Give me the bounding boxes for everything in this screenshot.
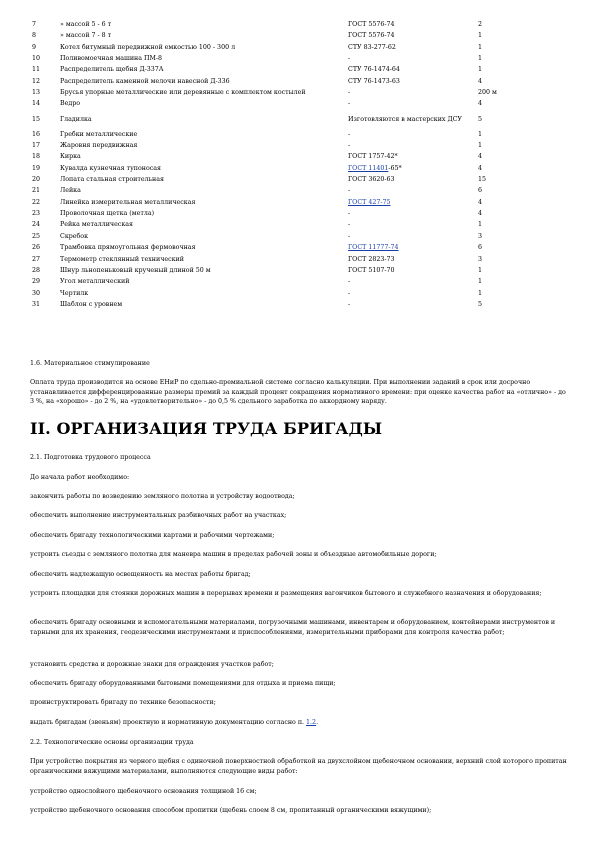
table-row bbox=[30, 42, 518, 53]
prep-item: устроить съезды с земляного полотна для маневра машин в пределах рабочей зоны и объездные автомобильные дороги; bbox=[30, 551, 437, 558]
row-standard: - bbox=[348, 289, 351, 297]
standard-link[interactable]: ГОСТ 427-75 bbox=[348, 198, 391, 206]
table-row bbox=[30, 53, 518, 64]
row-quantity: 200 м bbox=[478, 89, 497, 97]
row-name: Распределитель щебня Д-337А bbox=[60, 66, 164, 74]
row-name: Шнур льнопеньковый крученый длиной 50 м bbox=[60, 266, 211, 274]
row-quantity: 4 bbox=[478, 198, 483, 206]
section-1-6-text: Оплата труда производится на основе ЕНиР по сдельно-премиальной системе согласно калькуляции. При выполнении заданий в срок или досрочно устанавливается дифференцированные размеры премий за каждый процент сокращения нормативного времени: при оценке качества работ на «отлично» - до 3 %, на «хорошо» - до 2 %, на «удовлетворительно» - до 0,5 % сдельного заработка по аккордному наряду. bbox=[30, 379, 566, 405]
row-standard: ГОСТ 1757-42* bbox=[348, 153, 398, 161]
table-row bbox=[30, 87, 518, 98]
equipment-table bbox=[30, 19, 518, 310]
table-row bbox=[30, 129, 518, 140]
section-2-1-lead: До начала работ необходимо: bbox=[30, 474, 130, 481]
prep-item-last bbox=[30, 718, 570, 728]
row-quantity: 6 bbox=[478, 244, 483, 252]
row-standard: - bbox=[348, 278, 351, 286]
table-row bbox=[30, 265, 518, 276]
row-name: Чертилк bbox=[60, 289, 89, 297]
row-standard: ГОСТ 2823-73 bbox=[348, 255, 395, 263]
row-name: Гребки металлические bbox=[60, 130, 138, 138]
row-quantity: 1 bbox=[478, 130, 483, 138]
row-number: 14 bbox=[32, 100, 41, 108]
row-standard: - bbox=[348, 130, 351, 138]
table-row bbox=[30, 242, 518, 253]
row-name: Трамбовка прямоугольная фермовочная bbox=[60, 244, 196, 252]
prep-item: установить средства и дорожные знаки для ограждения участков работ; bbox=[30, 661, 274, 668]
prep-item: закончить работы по возведению земляного полотна и устройству водоотвода; bbox=[30, 493, 295, 500]
table-row bbox=[30, 110, 518, 129]
table-row bbox=[30, 140, 518, 151]
row-number: 31 bbox=[32, 300, 41, 308]
row-quantity: 3 bbox=[478, 255, 483, 263]
row-quantity: 1 bbox=[478, 221, 483, 229]
row-standard: ГОСТ 3620-63 bbox=[348, 176, 395, 184]
row-number: 28 bbox=[32, 266, 41, 274]
table-row bbox=[30, 276, 518, 287]
row-name: Жаровня передвижная bbox=[60, 142, 138, 150]
prep-item-last-text: выдать бригадам (звеньям) проектную и нормативную документацию согласно п. bbox=[30, 719, 307, 726]
standard-link[interactable]: ГОСТ 11777-74 bbox=[348, 244, 399, 252]
prep-item-last-end: . bbox=[316, 719, 319, 726]
row-number: 12 bbox=[32, 77, 41, 85]
table-row bbox=[30, 220, 518, 231]
row-name: Распределитель каменной мелочи навесной Д-336 bbox=[60, 77, 230, 85]
row-name: Рейка металлическая bbox=[60, 221, 133, 229]
row-number: 7 bbox=[32, 20, 37, 28]
table-row bbox=[30, 76, 518, 87]
table-row bbox=[30, 98, 518, 109]
row-number: 13 bbox=[32, 89, 41, 97]
row-quantity: 1 bbox=[478, 43, 483, 51]
section-2-2-text: При устройстве покрытия из черного щебня с одиночной поверхностной обработкой на двухслойном щебеночном основании, верхний слой которого пропитан органическими вяжущими материалами, выполняются следующие виды работ: bbox=[30, 758, 567, 775]
row-number: 26 bbox=[32, 244, 41, 252]
row-quantity: 1 bbox=[478, 289, 483, 297]
row-name: Лейка bbox=[60, 187, 81, 195]
row-standard: СТУ 76-1473-63 bbox=[348, 77, 400, 85]
row-number: 30 bbox=[32, 289, 41, 297]
row-number: 11 bbox=[32, 66, 41, 74]
row-number: 29 bbox=[32, 278, 41, 286]
prep-item: обеспечить бригаду основными и вспомогательными материалами, погрузочными машинами, инвентарем и оборудованием, контейнерами инструментов и тарными для их хранения, геодезическими инструментами и приспособлениями, измерительными приборами для контроля качества работ; bbox=[30, 619, 556, 636]
row-name: Кувалда кузнечная тупоносая bbox=[60, 164, 162, 172]
row-name: Поливомоечная машина ПМ-8 bbox=[60, 55, 163, 62]
row-number: 16 bbox=[32, 130, 41, 138]
row-number: 18 bbox=[32, 153, 41, 161]
clause-link[interactable]: 1.2 bbox=[306, 719, 317, 726]
prep-item: обеспечить бригаду оборудованными бытовыми помещениями для отдыха и приема пищи; bbox=[30, 680, 336, 687]
row-name: Линейка измерительная металлическая bbox=[60, 198, 196, 206]
row-number: 10 bbox=[32, 55, 41, 62]
section-2-2-heading: 2.2. Технологические основы организации труда bbox=[30, 739, 194, 746]
row-number: 19 bbox=[32, 164, 41, 172]
row-name: Скребок bbox=[60, 232, 89, 240]
table-row bbox=[30, 299, 518, 310]
row-quantity: 2 bbox=[478, 20, 483, 28]
row-number: 22 bbox=[32, 198, 41, 206]
table-row bbox=[30, 30, 518, 41]
prep-item: устроить площадки для стоянки дорожных машин в перерывах времени и размещения вагончиков бытового и служебного назначения и оборудования; bbox=[30, 590, 542, 597]
row-quantity: 4 bbox=[478, 164, 483, 172]
row-quantity: 4 bbox=[478, 210, 483, 218]
row-name: Термометр стеклянный технический bbox=[60, 255, 184, 263]
row-number: 20 bbox=[32, 176, 41, 184]
row-number: 23 bbox=[32, 210, 41, 218]
table-row bbox=[30, 19, 518, 30]
row-quantity: 5 bbox=[478, 115, 483, 123]
standard-link[interactable]: ГОСТ 11401 bbox=[348, 164, 389, 172]
row-number: 15 bbox=[32, 115, 41, 123]
row-name: Шаблон с уровнем bbox=[60, 300, 123, 308]
table-row bbox=[30, 185, 518, 196]
row-quantity: 1 bbox=[478, 66, 483, 74]
row-quantity: 1 bbox=[478, 266, 483, 274]
prep-item: обеспечить бригаду технологическими картами и рабочими чертежами; bbox=[30, 532, 275, 539]
row-name: » массой 7 - 8 т bbox=[60, 32, 112, 40]
row-name: Проволочная щетка (метла) bbox=[60, 210, 155, 218]
table-row bbox=[30, 208, 518, 219]
row-quantity: 4 bbox=[478, 77, 483, 85]
row-number: 8 bbox=[32, 32, 37, 40]
row-standard: ГОСТ 5107-70 bbox=[348, 266, 395, 274]
row-name: Ведро bbox=[60, 100, 81, 108]
row-standard: - bbox=[348, 232, 351, 240]
row-number: 27 bbox=[32, 255, 41, 263]
table-row bbox=[30, 231, 518, 242]
row-standard: - bbox=[348, 210, 351, 218]
table-row bbox=[30, 288, 518, 299]
row-standard: - bbox=[348, 55, 351, 62]
row-standard: - bbox=[348, 300, 351, 308]
table-row bbox=[30, 174, 518, 185]
row-quantity: 1 bbox=[478, 278, 483, 286]
table-row bbox=[30, 163, 518, 174]
section-title: II. ОРГАНИЗАЦИЯ ТРУДА БРИГАДЫ bbox=[30, 419, 383, 438]
row-standard bbox=[348, 163, 477, 174]
row-quantity: 6 bbox=[478, 187, 483, 195]
row-number: 9 bbox=[32, 43, 37, 51]
section-1-6-heading: 1.6. Материальное стимулирование bbox=[30, 360, 150, 367]
row-number: 24 bbox=[32, 221, 41, 229]
row-name: Гладилка bbox=[60, 115, 92, 123]
row-quantity: 1 bbox=[478, 32, 483, 40]
prep-item: обеспечить выполнение инструментальных разбивочных работ на участках; bbox=[30, 512, 287, 519]
row-quantity: 1 bbox=[478, 142, 483, 150]
row-standard: СТУ 76-1474-64 bbox=[348, 66, 400, 74]
row-quantity: 4 bbox=[478, 100, 483, 108]
row-number: 17 bbox=[32, 142, 41, 150]
work-item: устройство однослойного щебеночного основания толщиной 16 см; bbox=[30, 788, 257, 795]
row-standard bbox=[348, 242, 477, 253]
row-standard: - bbox=[348, 89, 351, 97]
row-standard: - bbox=[348, 221, 351, 229]
row-name: Кирка bbox=[60, 153, 81, 161]
row-name: Лопата стальная строительная bbox=[60, 176, 164, 184]
row-quantity: 5 bbox=[478, 300, 483, 308]
row-standard: Изготовляются в мастерских ДСУ bbox=[348, 115, 462, 123]
row-name: » массой 5 - 6 т bbox=[60, 20, 112, 28]
row-standard: - bbox=[348, 187, 351, 195]
row-quantity: 3 bbox=[478, 232, 483, 240]
table-row bbox=[30, 64, 518, 75]
table-row bbox=[30, 151, 518, 162]
row-name: Угол металлический bbox=[60, 278, 130, 286]
row-standard: ГОСТ 5576-74 bbox=[348, 20, 395, 28]
row-standard: ГОСТ 5576-74 bbox=[348, 32, 395, 40]
standard-suffix: -65* bbox=[388, 164, 402, 172]
row-quantity: 1 bbox=[478, 55, 483, 62]
prep-item: проинструктировать бригаду по технике безопасности; bbox=[30, 699, 216, 706]
table-row bbox=[30, 254, 518, 265]
row-standard: - bbox=[348, 142, 351, 150]
row-name: Брусья упорные металлические или деревянные с комплектом костылей bbox=[60, 89, 306, 97]
row-quantity: 15 bbox=[478, 176, 487, 184]
row-standard: - bbox=[348, 100, 351, 108]
section-2-1-heading: 2.1. Подготовка трудового процесса bbox=[30, 454, 151, 461]
table-row bbox=[30, 197, 518, 208]
row-standard bbox=[348, 197, 477, 208]
row-number: 25 bbox=[32, 232, 41, 240]
row-number: 21 bbox=[32, 187, 41, 195]
row-quantity: 4 bbox=[478, 153, 483, 161]
work-item: устройство щебеночного основания способом пропитки (щебень слоем 8 см, пропитанный органическими вяжущими); bbox=[30, 807, 432, 814]
row-name: Котел битумный передвижной емкостью 100 - 300 л bbox=[60, 43, 236, 51]
row-standard: СТУ 83-277-62 bbox=[348, 43, 396, 51]
prep-item: обеспечить надлежащую освещенность на местах работы бригад; bbox=[30, 571, 251, 578]
